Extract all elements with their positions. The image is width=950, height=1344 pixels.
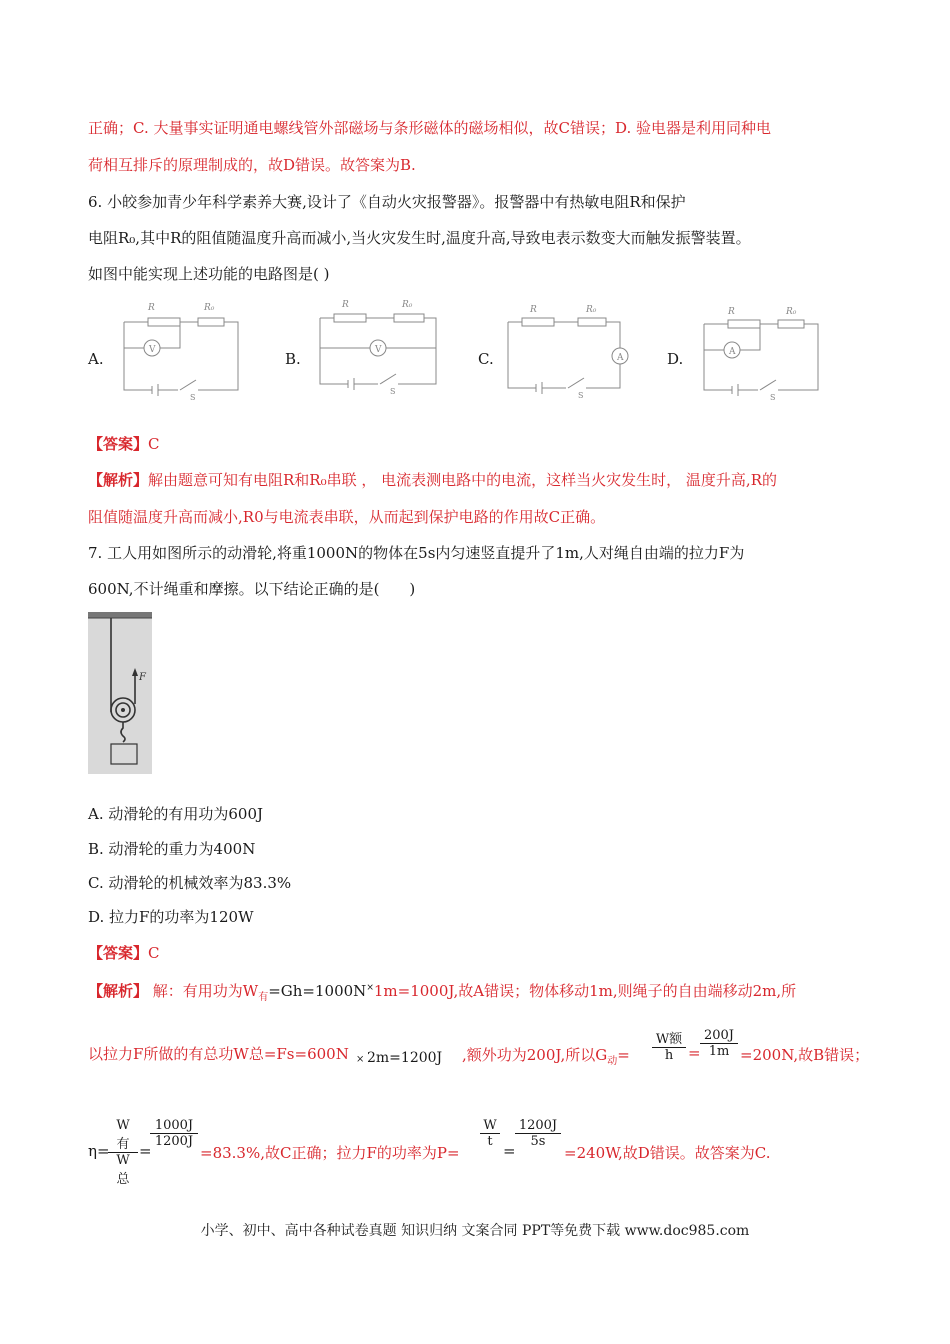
fraction-3-denominator: W总	[116, 1153, 130, 1187]
q7-analysis-text-3a: =83.3%,故C正确；拉力F的功率为P=	[200, 1144, 460, 1162]
q7-analysis-text-1a: 解：有用功为W	[152, 982, 259, 1000]
circuit-b-voltmeter-label: V	[375, 345, 382, 355]
q7-answer-tag: 【答案】	[88, 944, 149, 962]
fraction-4-denominator: 1200J	[154, 1134, 194, 1149]
circuit-diagram-a	[118, 296, 244, 400]
subscript-dong: 动	[607, 1056, 618, 1067]
q7-analysis-text-3b: =240W,故D错误。故答案为C.	[564, 1144, 771, 1162]
answer-value: C	[148, 435, 160, 453]
analysis-text: 解由题意可知有电阻R和R₀串联 ， 电流表测电路中的电流，这样当火灾发生时， 温度升高,R的	[148, 471, 777, 489]
circuit-a-switch-label: S	[190, 393, 196, 400]
q6-option-a: A.	[88, 350, 104, 368]
q7-analysis-text-2a: 以拉力F所做的有总功W总=Fs=600N	[88, 1045, 349, 1063]
fraction-6-numerator: 1200J	[515, 1118, 561, 1134]
pulley-diagram	[88, 612, 152, 774]
q6-answer	[88, 434, 160, 454]
q6-line-1: 6. 小皎参加青少年科学素养大赛,设计了《自动火灾报警器》。报警器中有热敏电阻R和保护	[88, 193, 686, 211]
fraction-w-you-over-w-total	[108, 1118, 138, 1187]
q7-answer-value: C	[148, 944, 160, 962]
q7-option-a: A. 动滑轮的有用功为600J	[88, 805, 264, 823]
q7-analysis-line-2	[88, 1044, 349, 1064]
times-sign: ×	[366, 983, 374, 993]
q6-analysis-line-2: 阻值随温度升高而减小,R0与电流表串联，从而起到保护电路的作用故C正确。	[88, 508, 606, 526]
fraction-6-denominator: 5s	[530, 1134, 546, 1149]
q7-analysis-text-1b: =Gh=1000N	[268, 982, 367, 1000]
q7-analysis-text-2c	[462, 1044, 630, 1067]
q6-option-b: B.	[285, 350, 301, 368]
page-footer: 小学、初中、高中各种试卷真题 知识归纳 文案合同 PPT等免费下载 www.doc985.com	[200, 1223, 750, 1239]
equals-1: =	[617, 1046, 630, 1064]
q6-option-d: D.	[667, 350, 684, 368]
answer-tag: 【答案】	[88, 435, 149, 453]
fraction-1-numerator: W额	[652, 1028, 686, 1048]
circuit-c-ammeter-label: A	[617, 353, 624, 363]
circuit-c-r0-label: R₀	[586, 305, 597, 315]
fraction-w-extra-over-h	[652, 1028, 686, 1063]
q7-analysis-text-2d: =200N,故B错误；	[740, 1046, 870, 1064]
q7-option-d: D. 拉力F的功率为120W	[88, 908, 254, 926]
subscript-you: 有	[258, 992, 269, 1003]
circuit-d-r-label: R	[728, 307, 735, 317]
circuit-d-ammeter-label: A	[729, 347, 736, 357]
q7-option-b: B. 动滑轮的重力为400N	[88, 840, 256, 858]
fraction-1000j-over-1200j	[150, 1118, 198, 1149]
fraction-200j-over-1m	[700, 1028, 738, 1059]
circuit-c-r-label: R	[530, 305, 537, 315]
analysis-prev-line-2: 荷相互排斥的原理制成的，故D错误。故答案为B.	[88, 156, 416, 174]
q7-analysis-line-1	[88, 978, 796, 1008]
fraction-3-numerator: W有	[108, 1118, 138, 1153]
circuit-c-switch-label: S	[578, 391, 584, 400]
q7-line-1: 7. 工人用如图所示的动滑轮,将重1000N的物体在5s内匀速竖直提升了1m,人对绳自由端的拉力F为	[88, 544, 745, 562]
fraction-4-numerator: 1000J	[150, 1118, 198, 1134]
circuit-a-r-label: R	[148, 303, 155, 313]
q7-analysis-text-2b: 2m=1200J	[367, 1050, 443, 1066]
circuit-diagram-b	[314, 296, 442, 396]
q7-analysis-tag: 【解析】	[88, 982, 149, 1000]
circuit-a-voltmeter-label: V	[149, 345, 156, 355]
q7-analysis-text-2c-a: ,额外功为200J,所以G	[462, 1046, 608, 1064]
q6-line-2: 电阻R₀,其中R的阻值随温度升高而减小,当火灾发生时,温度升高,导致电表示数变大而触发振警装置。	[88, 229, 751, 247]
fraction-1200j-over-5s	[515, 1118, 561, 1149]
q6-analysis-line-1	[88, 470, 777, 490]
analysis-tag: 【解析】	[88, 471, 149, 489]
fraction-5-numerator: W	[480, 1118, 500, 1134]
fraction-w-over-t	[480, 1118, 500, 1149]
equals-2: =	[688, 1044, 701, 1062]
times-sign-2: ×	[356, 1054, 365, 1065]
pulley-figure	[88, 612, 152, 774]
analysis-prev-line-1: 正确；C. 大量事实证明通电螺线管外部磁场与条形磁体的磁场相似，故C错误；D. 验电器是利用同种电	[88, 119, 771, 137]
fraction-2-denominator: 1m	[708, 1044, 730, 1059]
circuit-diagram-d	[700, 298, 824, 400]
circuit-d-switch-label: S	[770, 393, 776, 400]
equals-4: =	[503, 1142, 516, 1160]
q7-answer	[88, 943, 160, 963]
fraction-1-denominator: h	[664, 1048, 674, 1063]
circuit-d-r0-label: R₀	[786, 307, 797, 317]
circuit-a-r0-label: R₀	[204, 303, 215, 313]
pulley-force-label: F	[139, 672, 146, 683]
circuit-b-r-label: R	[342, 300, 349, 310]
eta-symbol: η=	[88, 1142, 110, 1160]
circuit-diagram-c	[502, 300, 632, 400]
fraction-2-numerator: 200J	[700, 1028, 738, 1044]
equals-3: =	[139, 1142, 152, 1160]
q7-option-c: C. 动滑轮的机械效率为83.3%	[88, 874, 292, 892]
circuit-b-r0-label: R₀	[402, 300, 413, 310]
circuit-b-switch-label: S	[390, 387, 396, 396]
q6-option-c: C.	[478, 350, 494, 368]
q7-analysis-text-1c: 1m=1000J,故A错误；物体移动1m,则绳子的自由端移动2m,所	[373, 982, 797, 1000]
fraction-5-denominator: t	[487, 1134, 493, 1149]
q6-line-3: 如图中能实现上述功能的电路图是( )	[88, 265, 330, 283]
q7-line-2: 600N,不计绳重和摩擦。以下结论正确的是( )	[88, 580, 416, 598]
